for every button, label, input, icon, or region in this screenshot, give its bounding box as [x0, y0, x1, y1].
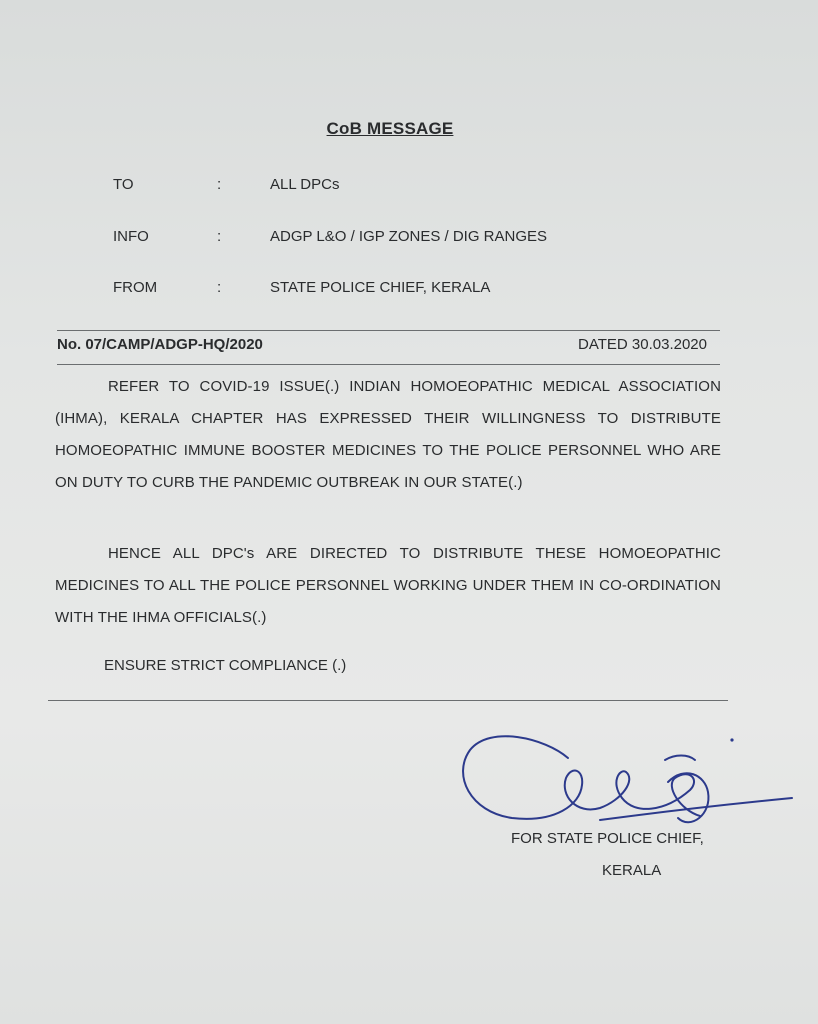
- reference-date: DATED 30.03.2020: [578, 336, 707, 353]
- document-title: CoB MESSAGE: [326, 119, 454, 138]
- reference-number: No. 07/CAMP/ADGP-HQ/2020: [57, 336, 263, 353]
- body-paragraph-1: REFER TO COVID-19 ISSUE(.) INDIAN HOMOEOPATHIC MEDICAL ASSOCIATION (IHMA), KERALA CHAPTER HAS EXPRESSED THEIR WILLINGNESS TO DISTRIBUTE HOMOEOPATHIC IMMUNE BOOSTER MEDICINES TO THE POLICE PERSONNEL WHO ARE ON DUTY TO CURB THE PANDEMIC OUTBREAK IN OUR STATE(.): [55, 378, 721, 491]
- body-paragraph-2: HENCE ALL DPC's ARE DIRECTED TO DISTRIBUTE THESE HOMOEOPATHIC MEDICINES TO ALL THE POLICE PERSONNEL WORKING UNDER THEM IN CO-ORDINATION WITH THE IHMA OFFICIALS(.): [55, 545, 721, 626]
- reference-row: [57, 334, 707, 356]
- address-colon: :: [217, 279, 222, 296]
- signature-icon: [450, 720, 800, 840]
- bottom-divider: [48, 700, 728, 701]
- address-colon: :: [217, 228, 222, 245]
- signature: [450, 720, 800, 840]
- address-value: ADGP L&O / IGP ZONES / DIG RANGES: [270, 228, 548, 245]
- compliance-line: ENSURE STRICT COMPLIANCE (.): [104, 657, 347, 674]
- top-divider: [57, 330, 720, 331]
- address-label: FROM: [113, 279, 158, 296]
- address-colon: :: [217, 176, 222, 193]
- address-value: STATE POLICE CHIEF, KERALA: [270, 279, 491, 296]
- address-label: INFO: [113, 228, 149, 245]
- reference-divider: [57, 364, 720, 365]
- address-value: ALL DPCs: [270, 176, 340, 193]
- signature-line-1: FOR STATE POLICE CHIEF,: [511, 830, 704, 847]
- address-label: TO: [113, 176, 134, 193]
- signature-line-2: KERALA: [602, 862, 662, 879]
